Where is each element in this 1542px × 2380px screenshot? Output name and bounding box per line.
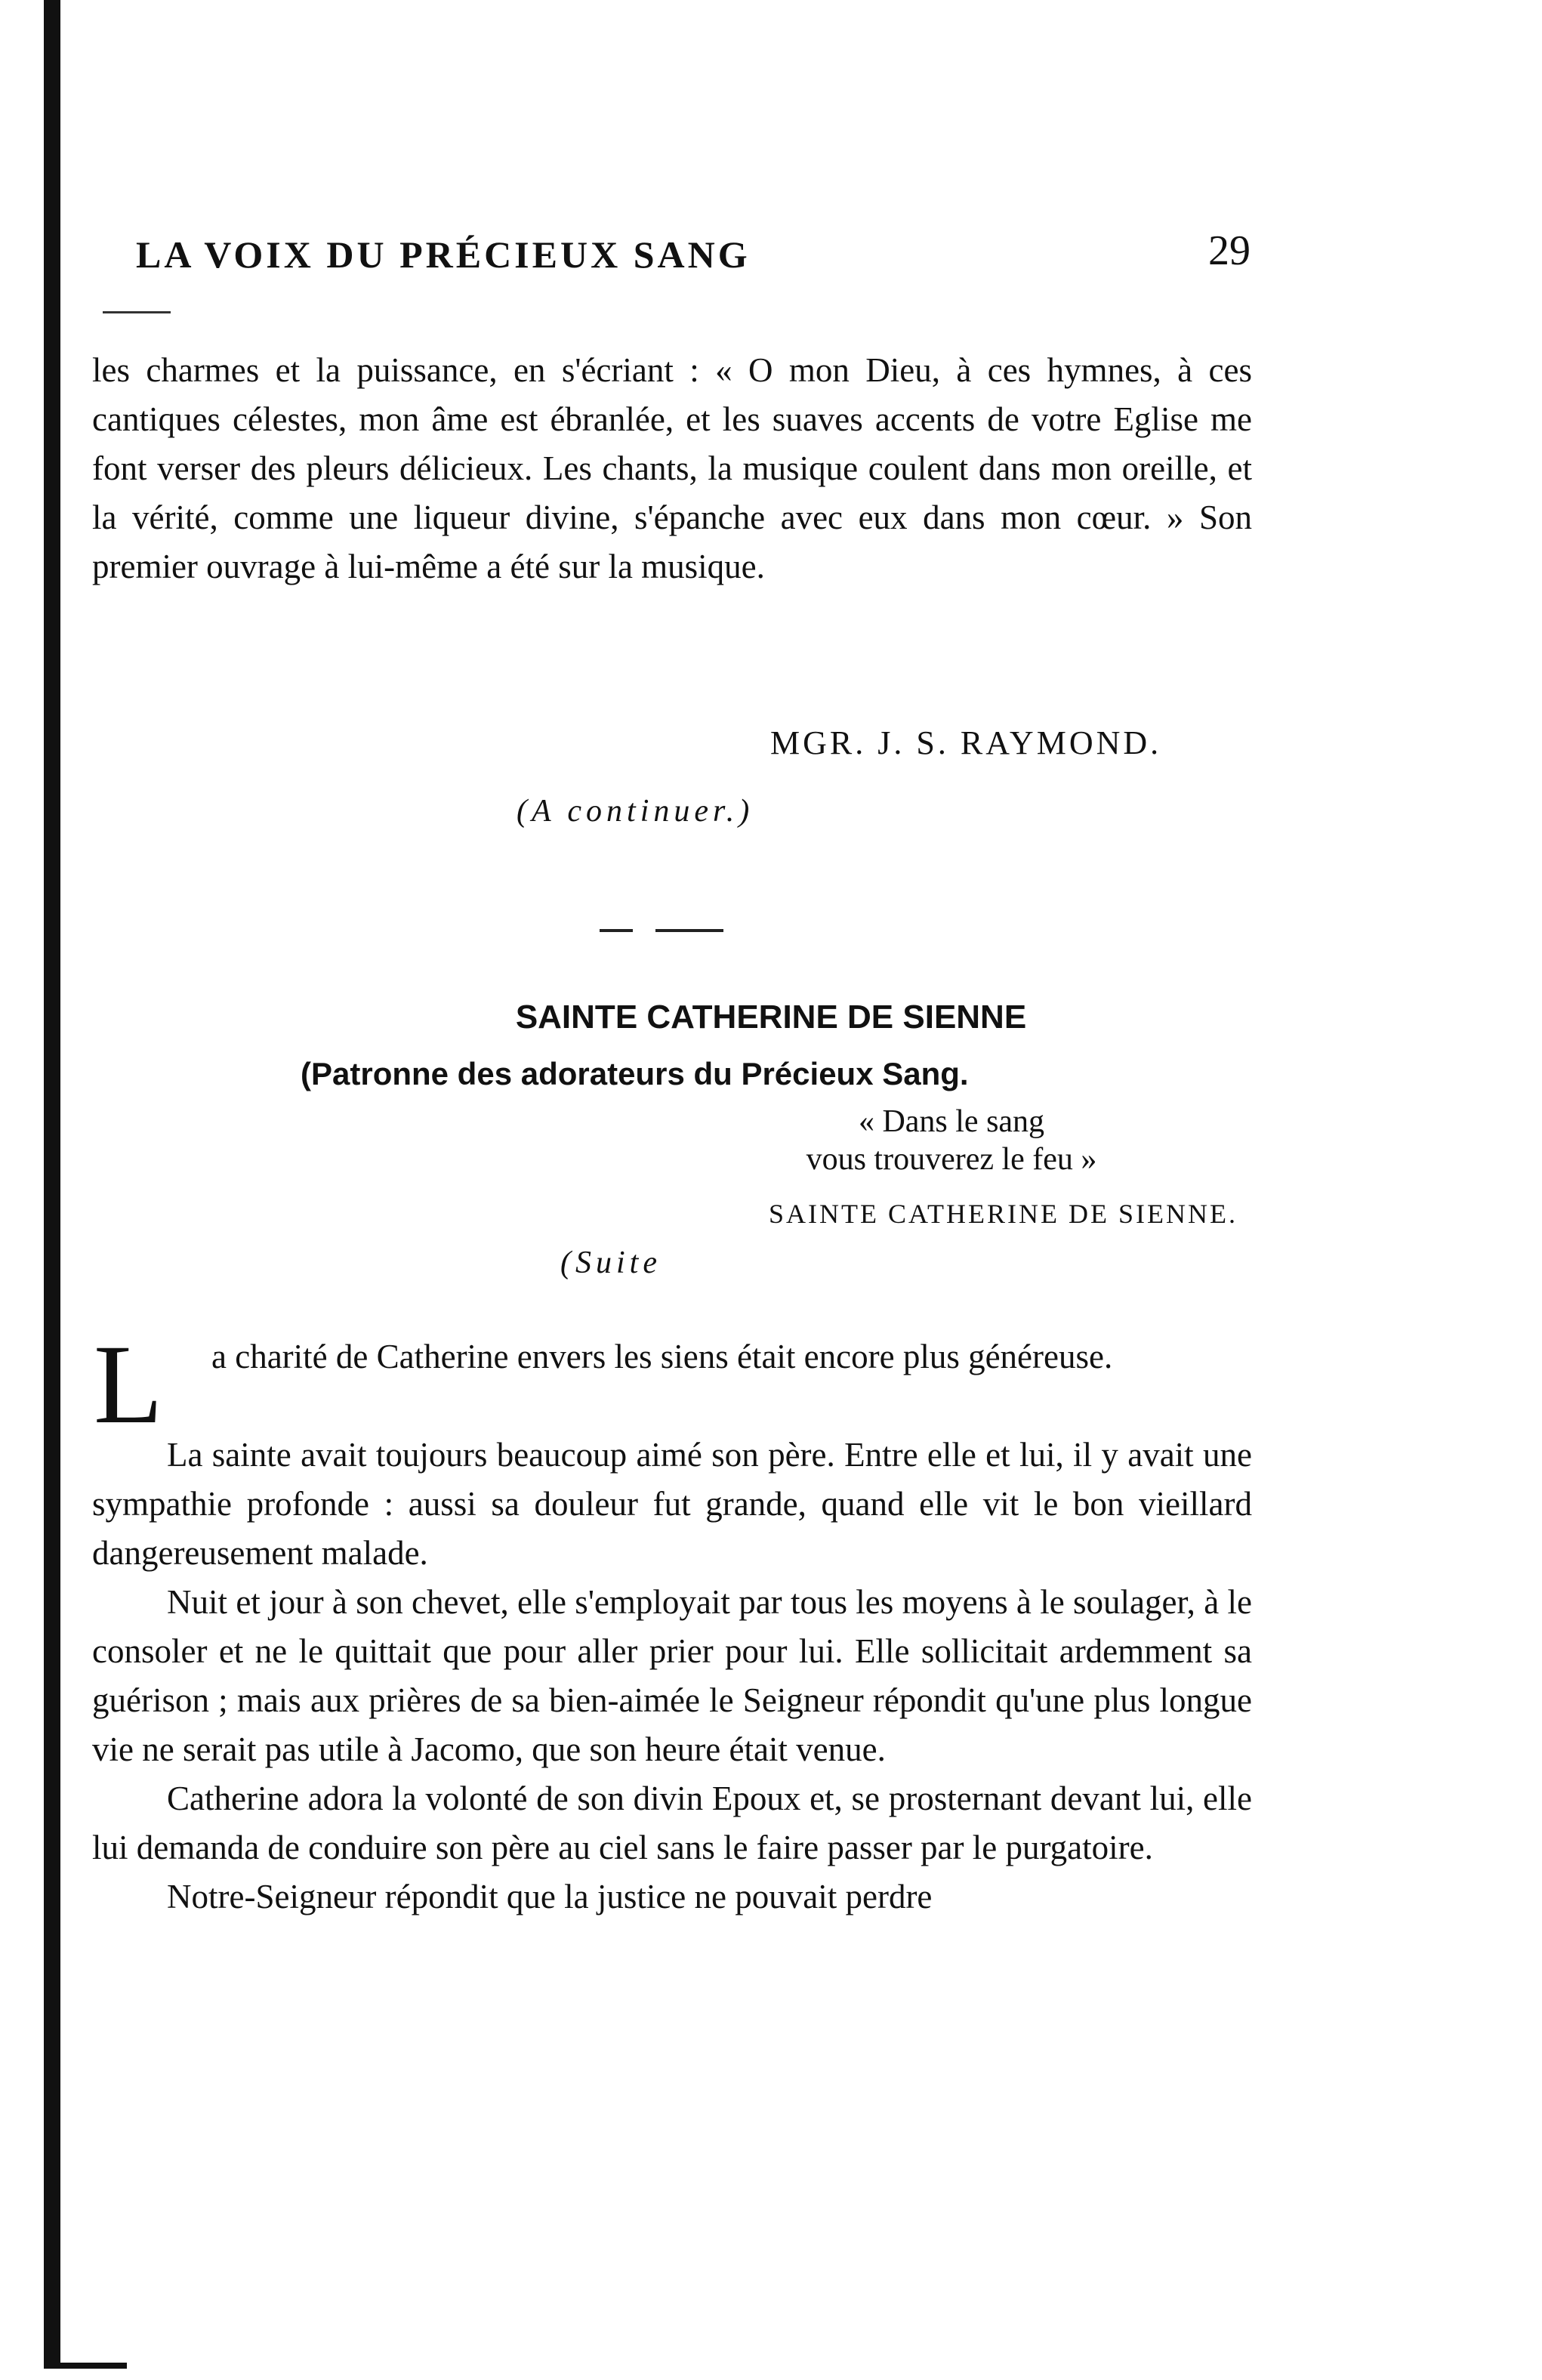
author-signature: MGR. J. S. RAYMOND. [770, 724, 1162, 761]
article-subtitle: (Patronne des adorateurs du Précieux Sang. [301, 1056, 969, 1091]
section-separator-left [600, 929, 633, 932]
section-separator-right [655, 929, 723, 932]
epigraph-line-1: « Dans le sang [858, 1104, 1045, 1139]
continued-paragraph: les charmes et la puissance, en s'écriant : « O mon Dieu, à ces hymnes, à ces cantiques célestes, mon âme est ébranlée, et les suaves accents de votre Eglise me font verser des pleurs délicieux. Les chants, la musique coulent dans mon oreille, et la vérité, comme une liqueur divine, s'épanche avec eux dans mon cœur. » Son premier ouvrage à lui-même a été sur la musique. [92, 351, 1252, 585]
bottom-corner-rule [44, 2363, 127, 2369]
article-title: SAINTE CATHERINE DE SIENNE [515, 999, 1027, 1036]
suite-note: (Suite [560, 1246, 662, 1280]
page-number: 29 [1208, 227, 1251, 274]
header-underline-rule [103, 311, 171, 313]
drop-cap-letter: L [94, 1322, 163, 1447]
epigraph-line-2: vous trouverez le feu » [806, 1142, 1097, 1177]
left-binding-rule [44, 0, 60, 2364]
continued-text-block [92, 346, 1252, 591]
paragraph-prayer: Catherine adora la volonté de son divin Epoux et, se prosternant devant lui, elle lui demanda de conduire son père au ciel sans le faire passer par le purgatoire. [92, 1780, 1252, 1866]
article-body [92, 1431, 1252, 1922]
running-title: LA VOIX DU PRÉCIEUX SANG [136, 233, 751, 276]
first-paragraph-text: a charité de Catherine envers les siens était encore plus généreuse. [211, 1338, 1113, 1375]
paragraph-father-illness: La sainte avait toujours beaucoup aimé son père. Entre elle et lui, il y avait une sympathie profonde : aussi sa douleur fut grande, quand elle vit le bon vieillard dangereusement malade. [92, 1436, 1252, 1572]
continuation-note: (A continuer.) [517, 794, 754, 829]
epigraph [725, 1103, 1178, 1178]
epigraph-source: SAINTE CATHERINE DE SIENNE. [769, 1199, 1238, 1229]
page-header [136, 227, 1269, 287]
first-paragraph [151, 1332, 1252, 1381]
paragraph-bedside: Nuit et jour à son chevet, elle s'employait par tous les moyens à le soulager, à le consoler et ne le quittait que pour aller prier pour lui. Elle sollicitait ardemment sa guérison ; mais aux prières de sa bien-aimée le Seigneur répondit qu'une plus longue vie ne serait pas utile à Jacomo, que son heure était venue. [92, 1583, 1252, 1768]
paragraph-response: Notre-Seigneur répondit que la justice ne pouvait perdre [167, 1878, 933, 1915]
